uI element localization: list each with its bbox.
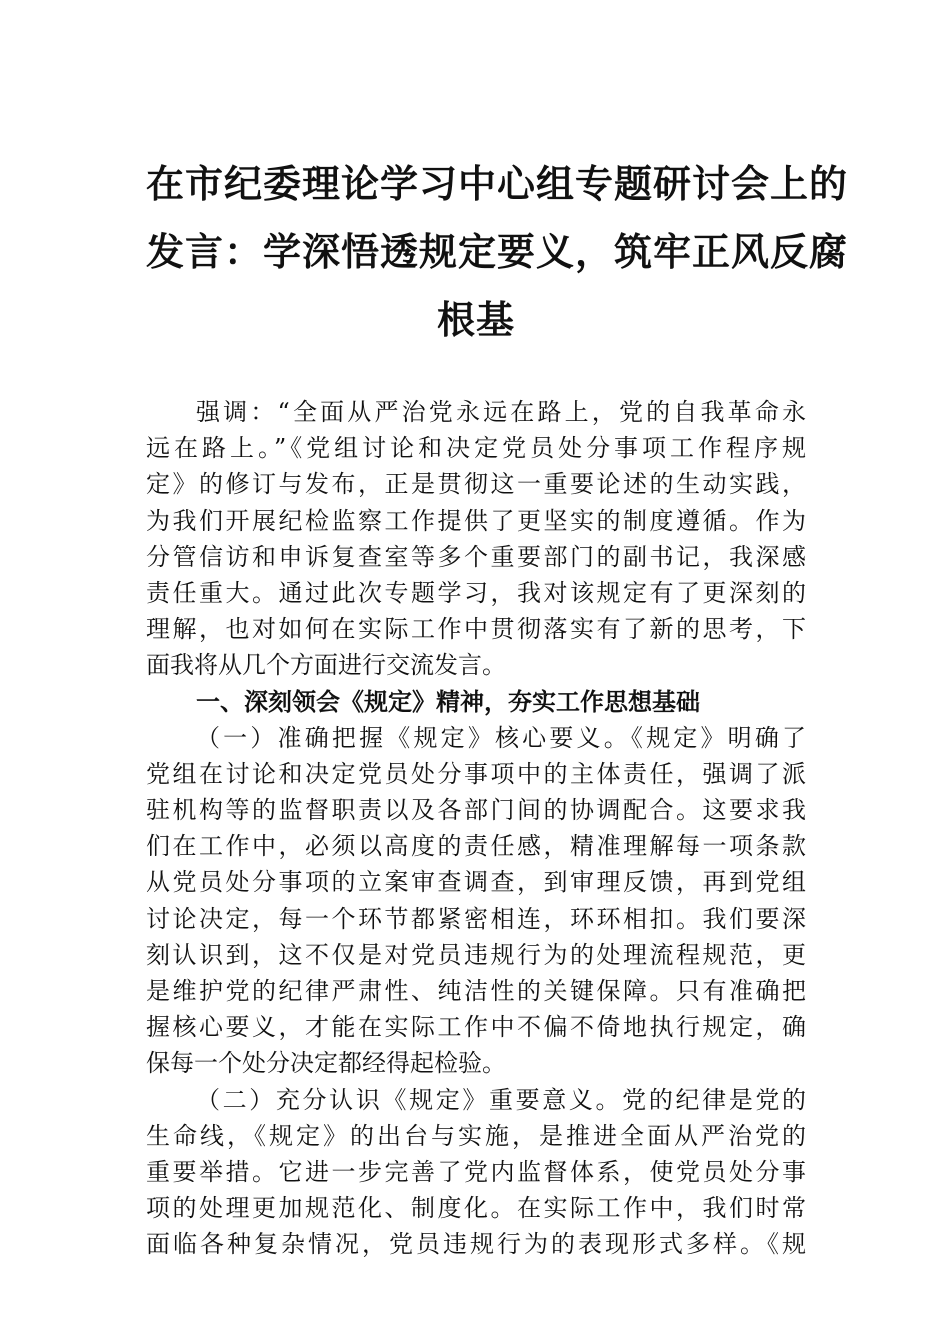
paragraph-line: 理解，也对如何在实际工作中贯彻落实有了新的思考，下 <box>146 615 806 644</box>
paragraph-line: 保每一个处分决定都经得起检验。 <box>146 1049 506 1078</box>
paragraph-line: 讨论决定，每一个环节都紧密相连，环环相扣。我们要深 <box>146 904 806 933</box>
document-body <box>146 394 806 1263</box>
section-heading: 一、深刻领会《规定》精神，夯实工作思想基础 <box>196 687 700 716</box>
paragraph-line: 们在工作中，必须以高度的责任感，精准理解每一项条款 <box>146 832 806 861</box>
paragraph-line: 项的处理更加规范化、制度化。在实际工作中，我们时常 <box>146 1194 806 1223</box>
paragraph-line: 党组在讨论和决定党员处分事项中的主体责任，强调了派 <box>146 759 806 788</box>
title-line: 在市纪委理论学习中心组专题研讨会上的 <box>146 162 849 206</box>
paragraph-subsection-1 <box>146 720 806 1082</box>
paragraph-line: 面我将从几个方面进行交流发言。 <box>146 651 506 680</box>
document-title <box>146 150 849 354</box>
paragraph-line: （一）准确把握《规定》核心要义。《规定》明确了 <box>196 723 806 752</box>
paragraph-intro <box>146 394 806 684</box>
paragraph-line: 为我们开展纪检监察工作提供了更坚实的制度遵循。作为 <box>146 506 806 535</box>
paragraph-line: 定》的修订与发布，正是贯彻这一重要论述的生动实践， <box>146 470 806 499</box>
paragraph-line: 面临各种复杂情况，党员违规行为的表现形式多样。《规 <box>146 1230 806 1259</box>
paragraph-line: 生命线，《规定》的出台与实施，是推进全面从严治党的 <box>146 1121 806 1150</box>
paragraph-subsection-2 <box>146 1082 806 1263</box>
paragraph-line: 责任重大。通过此次专题学习，我对该规定有了更深刻的 <box>146 578 806 607</box>
paragraph-line: 强调：“全面从严治党永远在路上，党的自我革命永 <box>196 398 806 426</box>
paragraph-line: （二）充分认识《规定》重要意义。党的纪律是党的 <box>196 1085 806 1114</box>
paragraph-line: 握核心要义，才能在实际工作中不偏不倚地执行规定，确 <box>146 1013 806 1042</box>
paragraph-line: 从党员处分事项的立案审查调查，到审理反馈，再到党组 <box>146 868 806 897</box>
paragraph-line: 是维护党的纪律严肃性、纯洁性的关键保障。只有准确把 <box>146 977 806 1005</box>
paragraph-line: 重要举措。它进一步完善了党内监督体系，使党员处分事 <box>146 1157 806 1186</box>
paragraph-line: 分管信访和申诉复查室等多个重要部门的副书记，我深感 <box>146 542 806 571</box>
paragraph-line: 刻认识到，这不仅是对党员违规行为的处理流程规范，更 <box>146 940 806 969</box>
title-line: 根基 <box>436 298 515 342</box>
paragraph-line: 远在路上。”《党组讨论和决定党员处分事项工作程序规 <box>146 434 806 463</box>
title-line: 发言：学深悟透规定要义，筑牢正风反腐 <box>146 230 849 274</box>
paragraph-line: 驻机构等的监督职责以及各部门间的协调配合。这要求我 <box>146 796 806 825</box>
